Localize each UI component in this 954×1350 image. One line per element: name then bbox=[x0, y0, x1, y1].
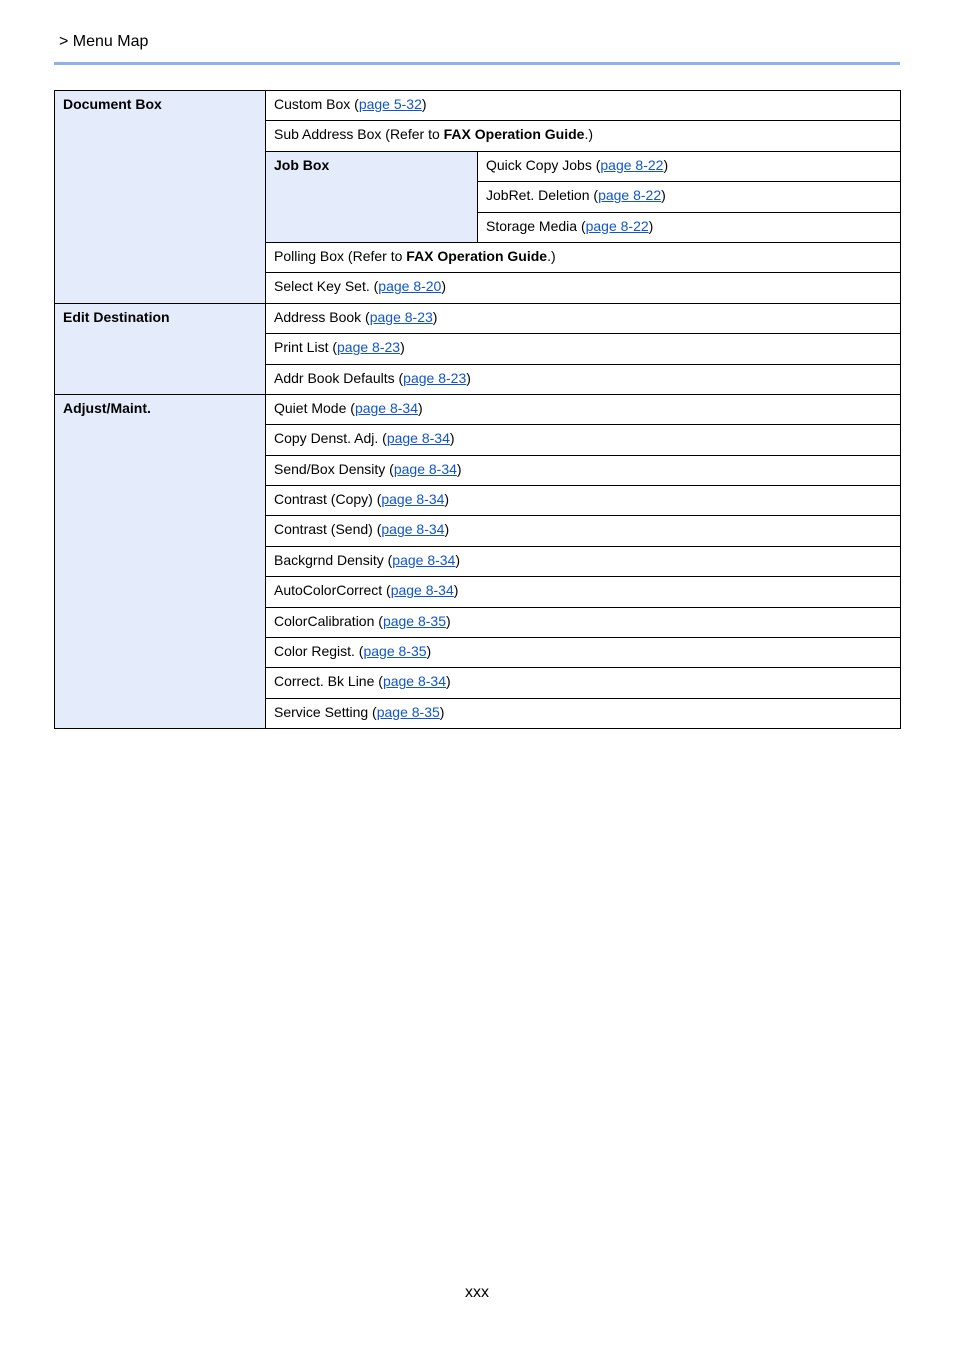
page-link[interactable]: page 8-20 bbox=[378, 278, 442, 295]
menu-item-jobret-deletion: JobRet. Deletion (page 8-22) bbox=[478, 182, 901, 212]
page-link[interactable]: page 8-35 bbox=[363, 643, 427, 660]
page-link[interactable]: page 8-34 bbox=[381, 491, 445, 508]
menu-item-select-key-set: Select Key Set. (page 8-20) bbox=[266, 273, 901, 303]
menu-item-quiet-mode: Quiet Mode (page 8-34) bbox=[266, 394, 901, 424]
page-link[interactable]: page 8-23 bbox=[369, 308, 433, 325]
page-link[interactable]: page 8-34 bbox=[393, 460, 457, 477]
menu-item-contrast-copy: Contrast (Copy) (page 8-34) bbox=[266, 486, 901, 516]
page-link[interactable]: page 8-34 bbox=[382, 673, 446, 690]
menu-item-quick-copy-jobs: Quick Copy Jobs (page 8-22) bbox=[478, 151, 901, 181]
header-divider bbox=[54, 62, 900, 65]
page-link[interactable]: page 8-22 bbox=[598, 187, 662, 204]
page-link[interactable]: page 8-22 bbox=[600, 156, 664, 173]
menu-item-storage-media: Storage Media (page 8-22) bbox=[478, 212, 901, 242]
menu-item-addr-book-defaults: Addr Book Defaults (page 8-23) bbox=[266, 364, 901, 394]
menu-item-autocolorcorrect: AutoColorCorrect (page 8-34) bbox=[266, 577, 901, 607]
page-link[interactable]: page 8-34 bbox=[386, 430, 450, 447]
page-link[interactable]: page 8-35 bbox=[382, 612, 446, 629]
breadcrumb: > Menu Map bbox=[59, 33, 149, 50]
menu-item-copy-denst-adj: Copy Denst. Adj. (page 8-34) bbox=[266, 425, 901, 455]
menu-item-colorcalibration: ColorCalibration (page 8-35) bbox=[266, 607, 901, 637]
page-link[interactable]: page 8-23 bbox=[337, 339, 401, 356]
menu-map-table bbox=[54, 90, 901, 729]
section-document-box: Document Box bbox=[55, 91, 266, 304]
menu-item-send-box-density: Send/Box Density (page 8-34) bbox=[266, 455, 901, 485]
page-link[interactable]: page 8-34 bbox=[381, 521, 445, 538]
table-row bbox=[55, 394, 901, 424]
menu-item-backgrnd-density: Backgrnd Density (page 8-34) bbox=[266, 546, 901, 576]
section-edit-destination: Edit Destination bbox=[55, 303, 266, 394]
menu-item-print-list: Print List (page 8-23) bbox=[266, 334, 901, 364]
menu-item-address-book: Address Book (page 8-23) bbox=[266, 303, 901, 333]
page-link[interactable]: page 5-32 bbox=[358, 96, 422, 112]
page-link[interactable]: page 8-34 bbox=[392, 551, 456, 568]
table-row bbox=[55, 303, 901, 333]
menu-item-correct-bk-line: Correct. Bk Line (page 8-34) bbox=[266, 668, 901, 698]
page-link[interactable]: page 8-34 bbox=[390, 582, 454, 599]
menu-item-contrast-send: Contrast (Send) (page 8-34) bbox=[266, 516, 901, 546]
table-row bbox=[55, 91, 901, 121]
menu-item-custom-box: Custom Box (page 5-32) bbox=[266, 91, 901, 121]
section-adjust-maint: Adjust/Maint. bbox=[55, 394, 266, 728]
page-link[interactable]: page 8-34 bbox=[354, 399, 418, 416]
page-link[interactable]: page 8-23 bbox=[403, 369, 467, 386]
page-number: xxx bbox=[465, 1284, 489, 1301]
page-link[interactable]: page 8-35 bbox=[376, 703, 440, 720]
menu-item-service-setting: Service Setting (page 8-35) bbox=[266, 698, 901, 728]
menu-item-polling-box: Polling Box (Refer to FAX Operation Guide.) bbox=[266, 242, 901, 272]
subsection-job-box: Job Box bbox=[266, 151, 478, 242]
menu-item-sub-address-box: Sub Address Box (Refer to FAX Operation Guide.) bbox=[266, 121, 901, 151]
menu-item-color-regist: Color Regist. (page 8-35) bbox=[266, 638, 901, 668]
page-link[interactable]: page 8-22 bbox=[585, 217, 649, 234]
